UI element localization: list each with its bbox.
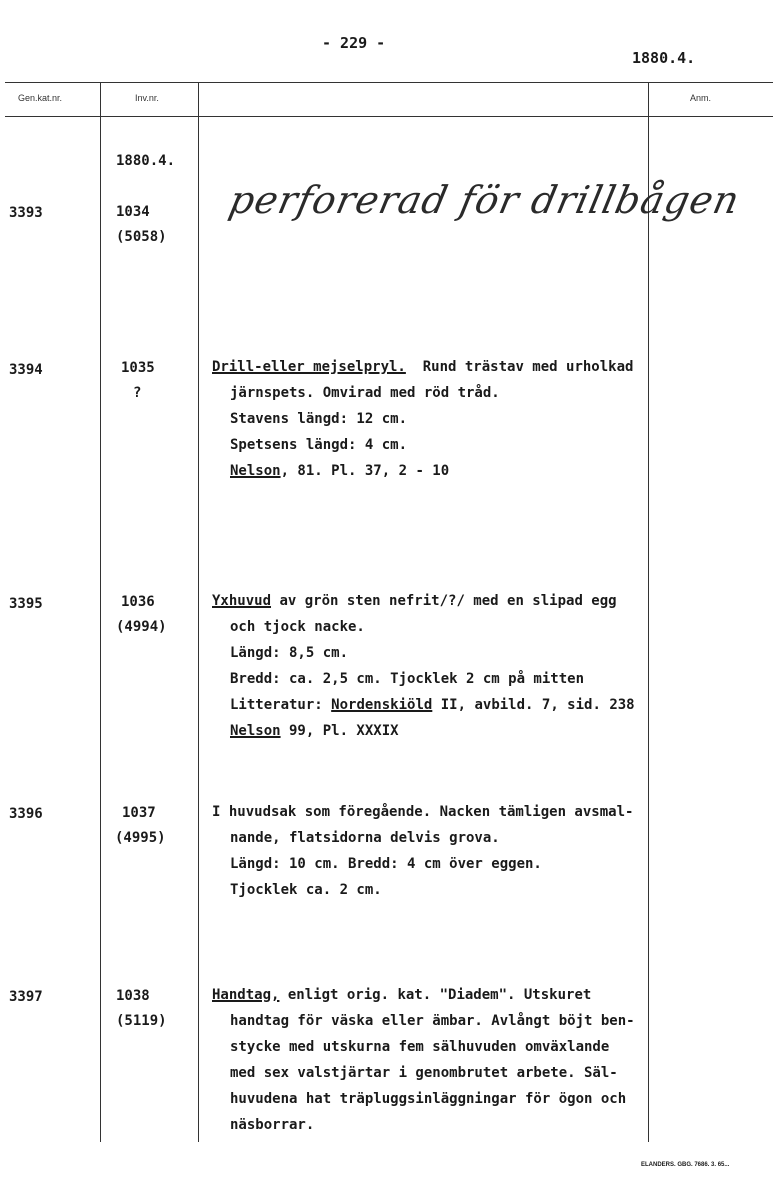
column-header-anm: Anm.: [690, 93, 712, 103]
column-header-gen: Gen.kat.nr.: [18, 93, 63, 103]
reference-text: , 81. Pl. 37, 2 - 10: [280, 463, 450, 479]
column-header-inv: Inv.nr.: [135, 93, 159, 103]
inv-number-old: (4994): [116, 619, 167, 635]
entry-line: Tjocklek ca. 2 cm.: [230, 882, 382, 898]
inv-number-old: (5058): [116, 229, 167, 245]
entry-line: stycke med utskurna fem sälhuvuden omväxlande: [230, 1039, 610, 1055]
entry-text: I huvudsak som föregående. Nacken tämligen avsmal-: [212, 804, 634, 820]
entry-line: järnspets. Omvirad med röd tråd.: [230, 385, 500, 401]
column-divider-gen: [100, 82, 101, 1142]
entry-description: [212, 354, 633, 484]
inv-number-cell: [115, 801, 166, 851]
entry-title: Drill-eller mejselpryl.: [212, 359, 406, 375]
entry-title: Handtag,: [212, 987, 280, 1003]
entry-line: Spetsens längd: 4 cm.: [230, 437, 408, 453]
entry-description: [212, 799, 633, 903]
entry-line: med sex valstjärtar i genombrutet arbete. Säl-: [230, 1065, 618, 1081]
column-divider-inv: [198, 82, 199, 1142]
column-divider-anm: [648, 82, 649, 1142]
entry-description: [212, 588, 635, 744]
header-year: 1880.4.: [632, 49, 696, 67]
header-top-rule: [5, 82, 773, 83]
inv-number: 1036: [121, 594, 155, 610]
entry-line: Längd: 10 cm. Bredd: 4 cm över eggen.: [230, 856, 542, 872]
inv-number-old: ?: [133, 385, 142, 401]
inv-number-old: (5119): [116, 1013, 167, 1029]
year-marker: 1880.4.: [116, 153, 176, 169]
gen-number: 3397: [9, 989, 43, 1005]
inv-number-cell: [116, 984, 167, 1034]
reference-author: Nelson: [230, 463, 281, 479]
entry-line: huvudena hat träpluggsinläggningar för ögon och: [230, 1091, 627, 1107]
entry-line: nande, flatsidorna delvis grova.: [230, 830, 500, 846]
entry-title: Yxhuvud: [212, 593, 272, 609]
inv-number: 1038: [116, 988, 150, 1004]
entry-line: och tjock nacke.: [230, 619, 365, 635]
inv-number-cell: [116, 590, 167, 640]
inv-number: 1035: [121, 360, 155, 376]
gen-number: 3395: [9, 596, 43, 612]
reference-text: 99, Pl. XXXIX: [280, 723, 399, 739]
handwritten-note: perforerad för drillbågen: [225, 178, 744, 222]
entry-text: enligt orig. kat. "Diadem". Utskuret: [279, 987, 592, 1003]
entry-line: handtag för väska eller ämbar. Avlångt böjt ben-: [230, 1013, 635, 1029]
literature-author: Nordenskiöld: [331, 697, 433, 713]
reference-author: Nelson: [230, 723, 281, 739]
entry-line: Bredd: ca. 2,5 cm. Tjocklek 2 cm på mitten: [230, 671, 585, 687]
inv-number-cell: [116, 200, 167, 250]
page-number: - 229 -: [322, 34, 386, 52]
literature-text: II, avbild. 7, sid. 238: [432, 697, 635, 713]
inv-number-old: (4995): [115, 830, 166, 846]
entry-description: [212, 982, 635, 1138]
inv-number-cell: [121, 356, 155, 406]
header-bottom-rule: [5, 116, 773, 117]
gen-number: 3394: [9, 362, 43, 378]
entry-line: Längd: 8,5 cm.: [230, 645, 349, 661]
entry-line: Stavens längd: 12 cm.: [230, 411, 408, 427]
gen-number: 3393: [9, 205, 43, 221]
inv-number: 1034: [116, 204, 150, 220]
entry-text: Rund trästav med urholkad: [422, 359, 634, 375]
inv-number: 1037: [122, 805, 156, 821]
entry-line: näsborrar.: [230, 1117, 315, 1133]
literature-label: Litteratur:: [230, 697, 332, 713]
entry-text: av grön sten nefrit/?/ med en slipad egg: [271, 593, 617, 609]
printer-mark: ELANDERS. GBG. 7686. 3. 65...: [641, 1162, 730, 1168]
gen-number: 3396: [9, 806, 43, 822]
